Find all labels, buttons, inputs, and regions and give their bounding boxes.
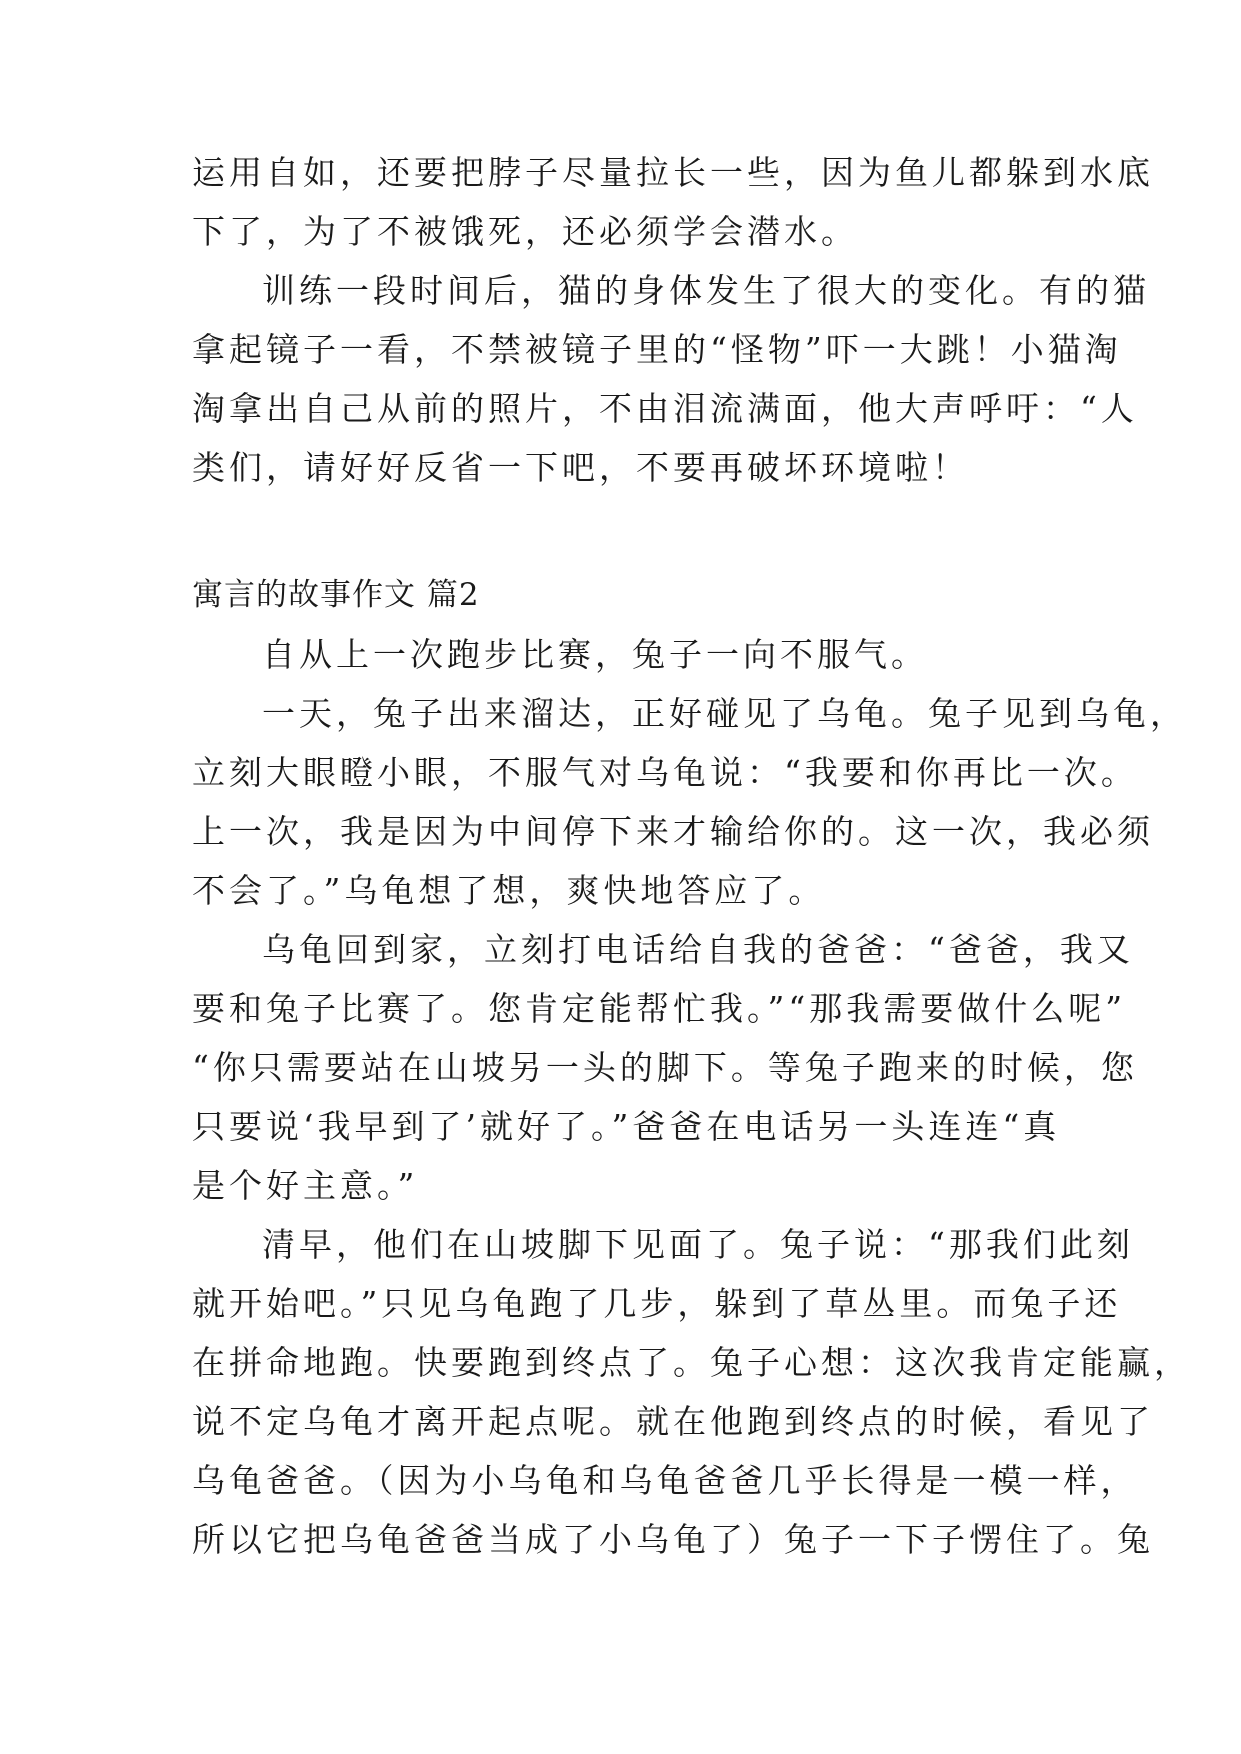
text-line: 说不定乌龟才离开起点呢。就在他跑到终点的时候，看见了: [192, 1402, 1154, 1441]
text-line: 训练一段时间后，猫的身体发生了很大的变化。有的猫: [262, 271, 1150, 310]
text-line: 类们，请好好反省一下吧，不要再破坏环境啦！: [192, 448, 969, 487]
text-line: “你只需要站在山坡另一头的脚下。等兔子跑来的时候，您: [192, 1048, 1138, 1087]
text-line: 乌龟回到家，立刻打电话给自我的爸爸：“爸爸，我又: [262, 930, 1134, 969]
text-line: 拿起镜子一看，不禁被镜子里的“怪物”吓一大跳！小猫淘: [192, 330, 1122, 369]
text-line: 淘拿出自己从前的照片，不由泪流满面，他大声呼吁：“人: [192, 389, 1138, 428]
text-line: 一天，兔子出来溜达，正好碰见了乌龟。兔子见到乌龟，: [262, 694, 1187, 733]
text-line: 运用自如，还要把脖子尽量拉长一些，因为鱼儿都躲到水底: [192, 153, 1154, 192]
paragraph-block-1: [192, 143, 1154, 497]
text-line: 只要说‘我早到了’就好了。”爸爸在电话另一头连连“真: [192, 1107, 1061, 1146]
text-line: 就开始吧。”只见乌龟跑了几步，躲到了草丛里。而兔子还: [192, 1284, 1122, 1323]
text-line: 上一次，我是因为中间停下来才输给你的。这一次，我必须: [192, 812, 1154, 851]
text-line: 不会了。”乌龟想了想，爽快地答应了。: [192, 871, 826, 910]
text-line: 立刻大眼瞪小眼，不服气对乌龟说：“我要和你再比一次。: [192, 753, 1138, 792]
text-line: 乌龟爸爸。（因为小乌龟和乌龟爸爸几乎长得是一模一样，: [192, 1461, 1138, 1500]
text-line: 清早，他们在山坡脚下见面了。兔子说：“那我们此刻: [262, 1225, 1134, 1264]
paragraph-block-2: [192, 625, 1191, 1569]
section-heading: 寓言的故事作文 篇2: [192, 577, 480, 613]
text-line: 自从上一次跑步比赛，兔子一向不服气。: [262, 635, 928, 674]
text-line: 是个好主意。”: [192, 1166, 419, 1205]
text-line: 要和兔子比赛了。您肯定能帮忙我。”“那我需要做什么呢”: [192, 989, 1127, 1028]
text-line: 所以它把乌龟爸爸当成了小乌龟了）兔子一下子愣住了。兔: [192, 1520, 1154, 1559]
text-line: 在拼命地跑。快要跑到终点了。兔子心想：这次我肯定能赢，: [192, 1343, 1191, 1382]
text-line: 下了，为了不被饿死，还必须学会潜水。: [192, 212, 858, 251]
